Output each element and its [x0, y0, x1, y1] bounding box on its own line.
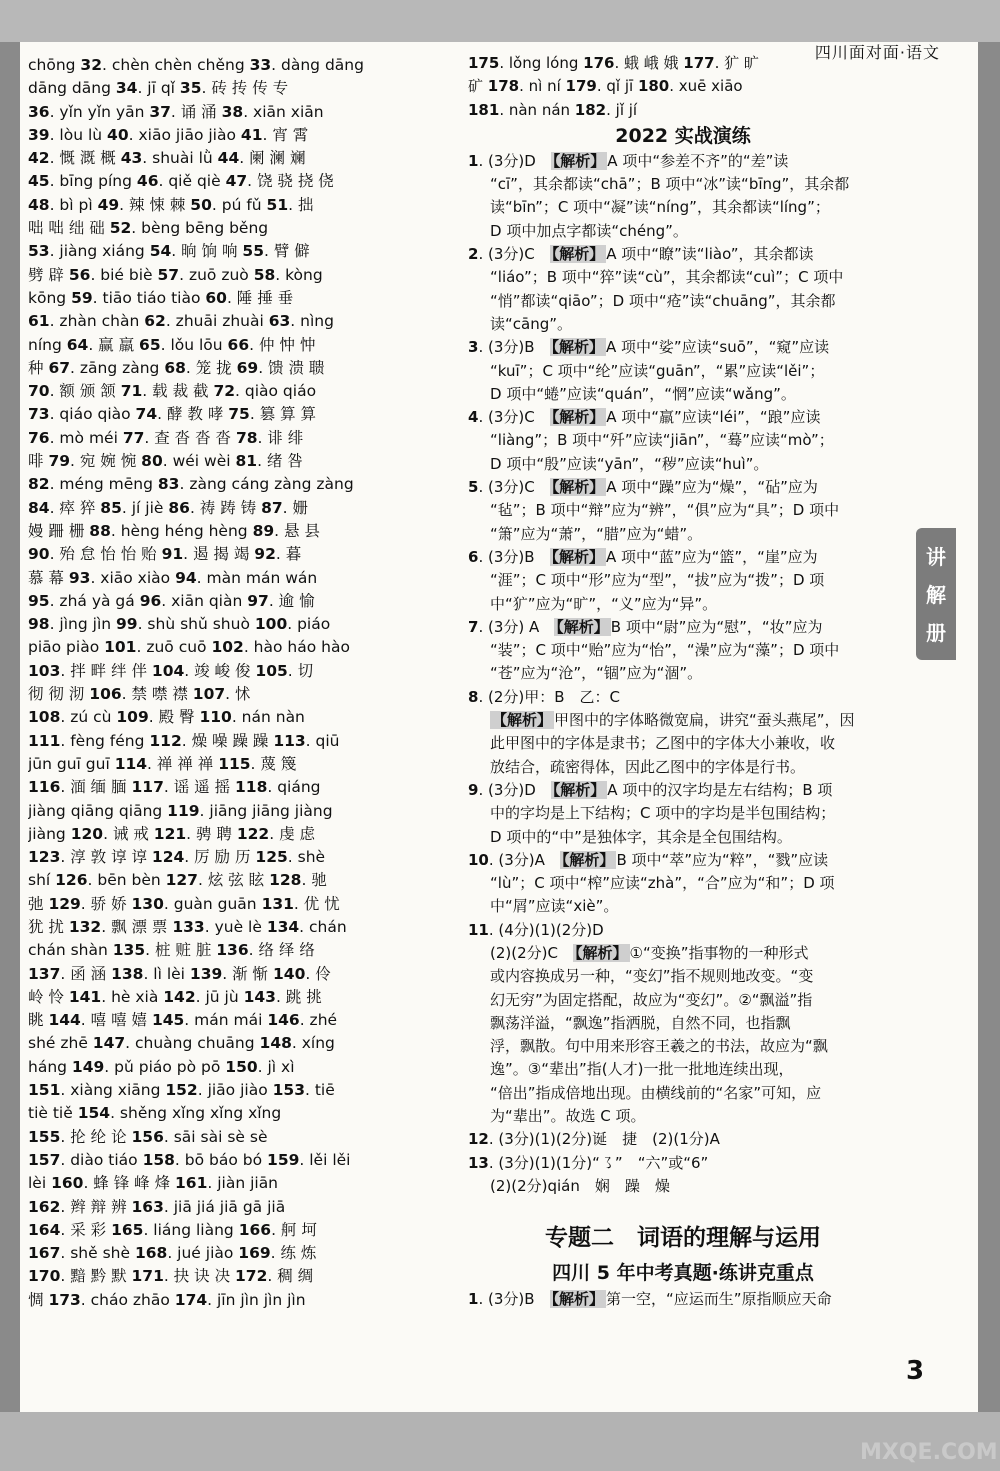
- answer-line: 175. lǒng lóng 176. 蛾 峨 娥 177. 犷 旷: [468, 54, 759, 72]
- topic-answer-1: 1. (3分)B 【解析】 第一空，“应运而生”原指顺应天命: [468, 1290, 832, 1309]
- answer-line: 53. jiàng xiáng 54. 晌 饷 响 55. 臂 僻: [28, 242, 310, 261]
- answer-line: 167. shě shè 168. jué jiào 169. 练 炼: [28, 1244, 317, 1263]
- right-top-answers: [468, 52, 898, 122]
- answer-line: 155. 抡 纶 论 156. sāi sài sè sè: [28, 1127, 268, 1146]
- answer-explanation-line: “liáo”；B 项中“猝”读“cù”，其余都读“cuì”；C 项中: [490, 268, 844, 287]
- question-answer: 4. (3分)C 【解析】 A 项中“羸”应读“léi”，“踉”应读: [468, 408, 821, 427]
- answer-explanation-line: 读“bīn”；C 项中“凝”读“níng”，其余都读“líng”；: [490, 198, 830, 217]
- answer-explanation-line: D 项中加点字都读“chéng”。: [490, 221, 688, 240]
- question-answer: 10. (3分)A 【解析】 B 项中“萃”应为“粹”，“戮”应读: [468, 850, 829, 869]
- question-answer: 7. (3分) A 【解析】 B 项中“尉”应为“慰”，“妆”应为: [468, 617, 823, 636]
- answer-explanation-line: 浮，飘散。句中用来形容王羲之的书法，故应为“飘: [490, 1037, 828, 1056]
- answer-explanation-line: D 项中的“中”是独体字，其余是全包围结构。: [490, 827, 792, 846]
- answer-line: 眺 144. 嘻 嘻 嬉 145. mán mái 146. zhé: [28, 1011, 338, 1030]
- answer-line: 157. diào tiáo 158. bō báo bó 159. lěi lěi: [28, 1150, 351, 1169]
- answer-line: 108. zú cù 109. 殿 臀 110. nán nàn: [28, 708, 305, 727]
- answer-line: 111. fèng féng 112. 燥 噪 躁 躁 113. qiū: [28, 731, 340, 750]
- watermark-text: MXQE.COM: [860, 1440, 998, 1465]
- answer-line: 95. zhá yà gá 96. xiān qiàn 97. 逾 愉: [28, 591, 315, 610]
- answer-line: 矿 178. nì ní 179. qǐ jī 180. xuē xiāo: [468, 77, 743, 96]
- answer-line: 48. bì pì 49. 辣 悚 棘 50. pú fǔ 51. 拙: [28, 195, 314, 214]
- answer-line: 76. mò méi 77. 查 沓 沓 沓 78. 诽 绯: [28, 428, 304, 447]
- page-number: 3: [906, 1356, 925, 1386]
- answer-explanation-line: “涯”；C 项中“形”应为“型”，“拔”应为“拨”；D 项: [490, 571, 825, 590]
- answer-explanation-line: D 项中“蜷”应读“quán”，“惘”应读“wǎng”。: [490, 384, 796, 403]
- side-tab-lecture-book: [916, 528, 956, 660]
- answer-line: 137. 函 涵 138. lì lèi 139. 渐 惭 140. 伶: [28, 964, 331, 983]
- answer-line: 164. 采 彩 165. liáng liàng 166. 舸 坷: [28, 1220, 317, 1239]
- answer-explanation-line: “装”；C 项中“贻”应为“怡”，“澡”应为“藻”；D 项中: [490, 641, 840, 660]
- question-answer: 6. (3分)B 【解析】 A 项中“蓝”应为“篮”，“崖”应为: [468, 547, 818, 566]
- answer-explanation-line: 放结合，疏密得体，因此乙图中的字体是行书。: [490, 757, 806, 776]
- answer-line: 45. bīng píng 46. qiě qiè 47. 饶 骁 挠 侥: [28, 172, 334, 191]
- answer-line: 181. nàn nán 182. jǐ jí: [468, 100, 638, 119]
- side-tab-char-3: 册: [926, 621, 946, 645]
- answer-line: 84. 瘁 猝 85. jí jiè 86. 祷 踌 铸 87. 姗: [28, 498, 309, 517]
- question-answer: 5. (3分)C 【解析】 A 项中“躁”应为“燥”，“砧”应为: [468, 478, 818, 497]
- answer-line: 彻 彻 沏 106. 禁 噤 襟 107. 怵: [28, 685, 251, 704]
- answer-line: 170. 黯 黔 默 171. 抉 诀 决 172. 稠 绸: [28, 1267, 314, 1286]
- answer-line: 嫚 跚 栅 88. hèng héng hèng 89. 悬 县: [28, 521, 320, 540]
- topic-subtitle: 四川 5 年中考真题·练讲克重点: [552, 1262, 814, 1285]
- answer-line: háng 149. pǔ piáo pò pō 150. jì xì: [28, 1057, 295, 1076]
- answer-explanation-line: “苍”应为“沧”，“锢”应为“涸”。: [490, 664, 703, 683]
- question-answer: 11. (4分)(1)(2分)D: [468, 920, 604, 939]
- answer-explanation-line: 读“cāng”。: [490, 314, 573, 333]
- answer-explanation-line: “毡”；B 项中“辩”应为“辨”，“俱”应为“具”；D 项中: [490, 501, 840, 520]
- answer-explanation-line: 为“辈出”。故选 C 项。: [490, 1107, 646, 1126]
- question-answer: 1. (3分)D 【解析】 A 项中“参差不齐”的“差”读: [468, 151, 789, 170]
- question-answer: 8. (2分)甲：B 乙：C: [468, 687, 620, 706]
- answer-line: shé zhē 147. chuàng chuāng 148. xíng: [28, 1034, 335, 1053]
- answer-line: chán shàn 135. 桩 赃 脏 136. 络 绎 络: [28, 941, 315, 960]
- answer-line: 90. 殆 怠 怡 怡 贻 91. 遏 揭 竭 92. 暮: [28, 545, 302, 564]
- answer-explanation-line: “箫”应为“萧”，“腊”应为“蜡”。: [490, 524, 703, 543]
- answer-line: 70. 额 颁 颔 71. 载 裁 截 72. qiào qiáo: [28, 382, 317, 401]
- answer-line: 42. 慨 溉 概 43. shuài lǜ 44. 阑 澜 斓: [28, 149, 306, 168]
- answer-line: 咄 咄 绌 础 52. bèng bēng běng: [28, 219, 269, 238]
- answer-explanation-line: 中“犷”应为“旷”，“义”应为“异”。: [490, 594, 718, 613]
- scan-border-bottom: [0, 1412, 1000, 1471]
- answer-line: 岭 怜 141. hè xià 142. jū jù 143. 跳 挑: [28, 987, 322, 1006]
- answer-line: 慕 幕 93. xiāo xiào 94. màn mán wán: [28, 568, 318, 587]
- answer-line: 103. 拌 畔 绊 伴 104. 竣 峻 俊 105. 切: [28, 661, 314, 680]
- answer-explanation-line: 或内容换成另一种，“变幻”指不规则地改变。“变: [490, 967, 814, 986]
- answer-line: níng 64. 赢 羸 65. lǒu lōu 66. 仲 忡 忡: [28, 335, 316, 354]
- answer-explanation-line: 飘荡洋溢，“飘逸”指洒脱，自然不同，也指飘: [490, 1013, 791, 1032]
- topic-title: 专题二 词语的理解与运用: [545, 1225, 821, 1252]
- side-tab-char-2: 解: [926, 583, 946, 607]
- answer-line: 123. 淳 敦 谆 谆 124. 厉 励 历 125. shè: [28, 848, 326, 867]
- answer-explanation-line: 幻无穷”为固定搭配，故应为“变幻”。②“飘溢”指: [490, 990, 813, 1009]
- question-answer: 13. (3分)(1)(1分)“㇌” “六”或“6”: [468, 1153, 709, 1172]
- answer-explanation-line: “倍出”指成倍地出现。由横线前的“名家”可知，应: [490, 1083, 822, 1102]
- answer-line: 劈 辟 56. bié biè 57. zuō zuò 58. kòng: [28, 265, 323, 284]
- answer-line: 162. 辫 辩 辨 163. jiā jiá jiā gā jiā: [28, 1197, 286, 1216]
- answer-line: 82. méng mēng 83. zàng cáng zàng zàng: [28, 475, 354, 494]
- answer-explanation-line: “liàng”；B 项中“歼”应读“jiān”，“蓦”应读“mò”；: [490, 431, 834, 450]
- question-answer: 12. (3分)(1)(2分)诞 捷 (2)(1分)A: [468, 1130, 720, 1149]
- answer-line: jiàng 120. 诫 戒 121. 骋 聘 122. 虔 虑: [28, 824, 315, 843]
- answer-explanation-line: “悄”都读“qiāo”；D 项中“疮”读“chuāng”，其余都: [490, 291, 836, 310]
- answer-line: 61. zhàn chàn 62. zhuāi zhuài 63. nìng: [28, 312, 334, 331]
- answer-line: dāng dāng 34. jī qǐ 35. 砖 抟 传 专: [28, 79, 289, 98]
- answer-explanation-line: 中的字均是上下结构；C 项中的字均是半包围结构；: [490, 804, 836, 823]
- answer-explanation-line: 此甲图中的字体是隶书；乙图中的字体大小兼收，收: [490, 734, 836, 753]
- answer-line: 116. 湎 缅 腼 117. 谣 遥 摇 118. qiáng: [28, 778, 321, 797]
- answer-explanation-line: 【解析】 甲图中的字体略微宽扁，讲究“蚕头燕尾”，因: [492, 711, 855, 730]
- answer-line: 151. xiàng xiāng 152. jiāo jiào 153. tiē: [28, 1081, 335, 1100]
- answer-line: tiè tiě 154. shěng xǐng xǐng xǐng: [28, 1104, 282, 1123]
- answer-line: chōng 32. chèn chèn chěng 33. dàng dāng: [28, 56, 364, 74]
- answer-line: 36. yǐn yǐn yān 37. 诵 涌 38. xiān xiān: [28, 102, 324, 121]
- answer-explanation-line: 中“屑”应读“xiè”。: [490, 897, 619, 916]
- answer-line: kōng 59. tiāo tiáo tiào 60. 陲 捶 垂: [28, 288, 294, 307]
- scan-border-top: [0, 0, 1000, 42]
- answer-line: 98. jìng jìn 99. shù shǔ shuò 100. piáo: [28, 615, 331, 634]
- question-answer: 9. (3分)D 【解析】 A 项中的汉字均是左右结构；B 项: [468, 780, 833, 799]
- answer-explanation-line: “kuī”；C 项中“纶”应读“guān”，“累”应读“lěi”；: [490, 361, 825, 380]
- answer-line: jūn guī guī 114. 禅 禅 禅 115. 蔑 篾: [28, 754, 297, 773]
- answer-line: lèi 160. 蜂 锋 峰 烽 161. jiàn jiān: [28, 1174, 279, 1193]
- section-title-2022: 2022 实战演练: [615, 124, 751, 147]
- answer-column-left: [28, 54, 448, 1312]
- answer-column-right: [468, 52, 898, 1312]
- answer-explanation-line: (2)(2分)C 【解析】 ①“变换”指事物的一种形式: [490, 943, 809, 962]
- answer-line: 惆 173. cháo zhāo 174. jīn jìn jìn jìn: [28, 1290, 306, 1309]
- answer-explanation-line: “lù”；C 项中“榨”应读“zhà”，“合”应为“和”；D 项: [490, 874, 835, 893]
- answer-explanation-line: (2)(2分)qián 娴 躁 燥: [490, 1176, 670, 1195]
- answer-explanation-line: “cī”，其余都读“chā”；B 项中“冰”读“bīng”，其余都: [490, 175, 850, 194]
- answer-line: 犹 扰 132. 飘 漂 票 133. yuè lè 134. chán: [28, 917, 347, 936]
- answer-explanation-line: 逸”。③“辈出”指(人才)一批一批地连续出现，: [490, 1060, 794, 1079]
- answer-line: shí 126. bēn bèn 127. 炫 弦 眩 128. 驰: [28, 871, 327, 890]
- question-answer: 3. (3分)B 【解析】 A 项中“娑”应读“suō”，“窥”应读: [468, 338, 830, 357]
- side-tab-char-1: 讲: [926, 545, 946, 569]
- answer-line: 39. lòu lù 40. xiāo jiāo jiào 41. 宵 霄: [28, 125, 309, 144]
- answer-line: 啡 79. 宛 婉 惋 80. wéi wèi 81. 绪 咎: [28, 452, 303, 471]
- practice-answers: [468, 150, 898, 1198]
- question-answer: 2. (3分)C 【解析】 A 项中“瞭”读“liào”，其余都读: [468, 245, 814, 264]
- answer-line: 种 67. zāng zàng 68. 笼 拢 69. 馈 溃 聩: [28, 358, 325, 377]
- answer-explanation-line: D 项中“殷”应读“yān”，“秽”应读“huì”。: [490, 454, 769, 473]
- answer-line: piāo piào 101. zuō cuō 102. hào háo hào: [28, 638, 350, 657]
- answer-line: jiàng qiāng qiāng 119. jiāng jiāng jiàng: [28, 801, 333, 820]
- answer-line: 73. qiáo qiào 74. 酵 教 哮 75. 篡 算 算: [28, 405, 317, 424]
- page-header: 四川面对面·语文: [814, 43, 940, 62]
- answer-line: 弛 129. 骄 娇 130. guàn guān 131. 优 忧: [28, 894, 340, 913]
